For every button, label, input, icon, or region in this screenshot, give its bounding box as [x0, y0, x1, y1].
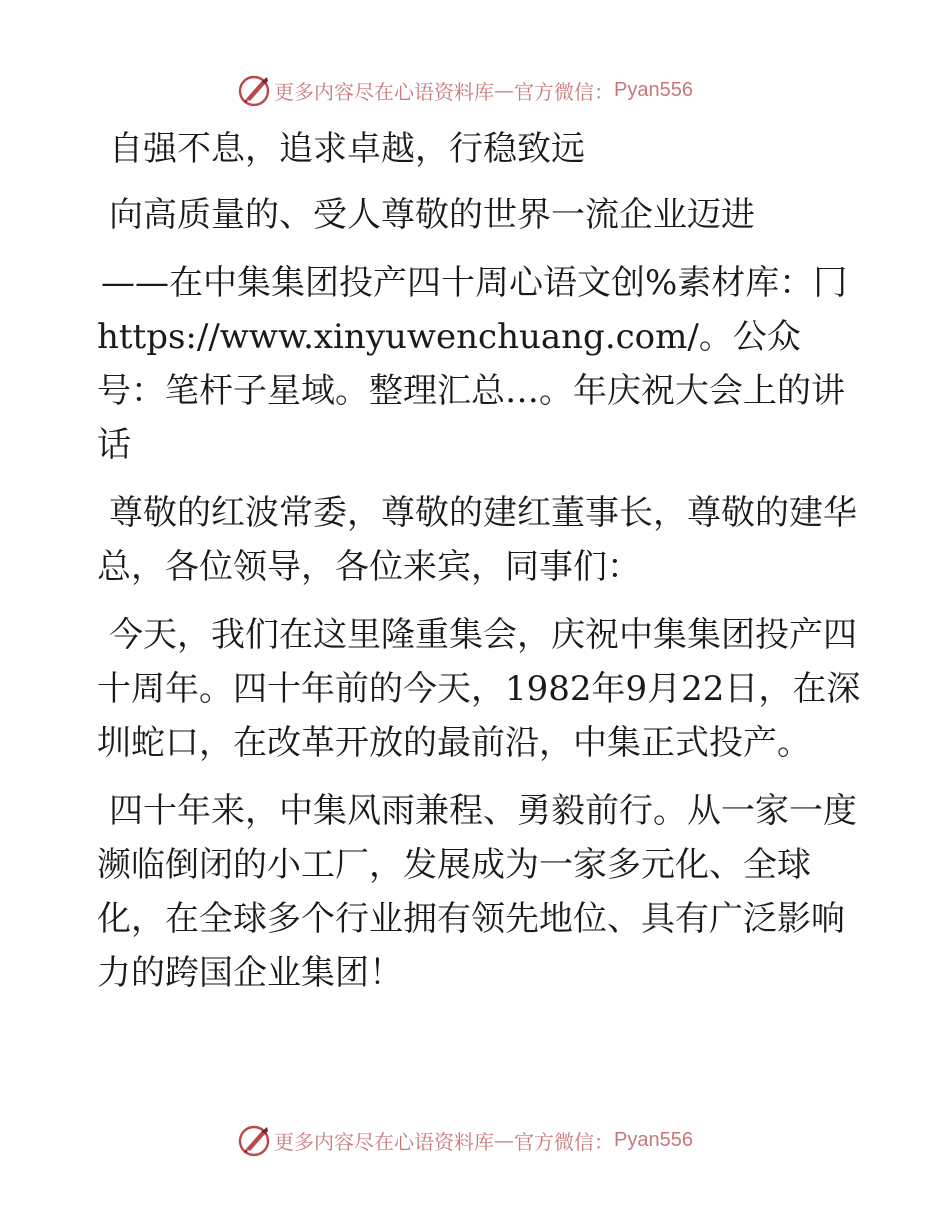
pen-seal-logo-icon	[236, 1122, 272, 1158]
watermark-text: 更多内容尽在心语资料库	[274, 1129, 494, 1154]
watermark-text: 更多内容尽在心语资料库	[274, 79, 494, 104]
speech-title: 自强不息，追求卓越，行稳致远	[109, 129, 585, 169]
document-body	[97, 122, 867, 1014]
body-paragraph: 四十年来，中集风雨兼程、勇毅前行。从一家一度濒临倒闭的小工厂，发展成为一家多元化、全球化，在全球多个行业拥有领先地位、具有广泛影响力的跨国企业集团！	[97, 791, 857, 993]
pen-seal-logo-icon	[236, 72, 272, 108]
watermark-separator: —	[494, 78, 514, 102]
salutation: 尊敬的红波常委，尊敬的建红董事长，尊敬的建华总，各位领导，各位来宾，同事们：	[97, 493, 857, 587]
watermark-label: 官方微信：	[514, 1129, 614, 1154]
speech-subtitle: 向高质量的、受人尊敬的世界一流企业迈进	[109, 195, 755, 235]
speech-occasion: ——在中集集团投产四十周心语文创%素材库：冂 https://www.xinyuwenchuang.com/。公众号：笔杆子星域。整理汇总…。年庆祝大会上的讲话	[97, 263, 848, 465]
watermark-account: Pyan556	[614, 1128, 693, 1151]
watermark-account: Pyan556	[614, 78, 693, 101]
watermark-separator: —	[494, 1128, 514, 1152]
watermark-label: 官方微信：	[514, 79, 614, 104]
header-watermark	[236, 70, 693, 110]
footer-watermark	[236, 1120, 693, 1160]
body-paragraph: 今天，我们在这里隆重集会，庆祝中集集团投产四十周年。四十年前的今天，1982年9月22日，在深圳蛇口，在改革开放的最前沿，中集正式投产。	[97, 615, 861, 763]
